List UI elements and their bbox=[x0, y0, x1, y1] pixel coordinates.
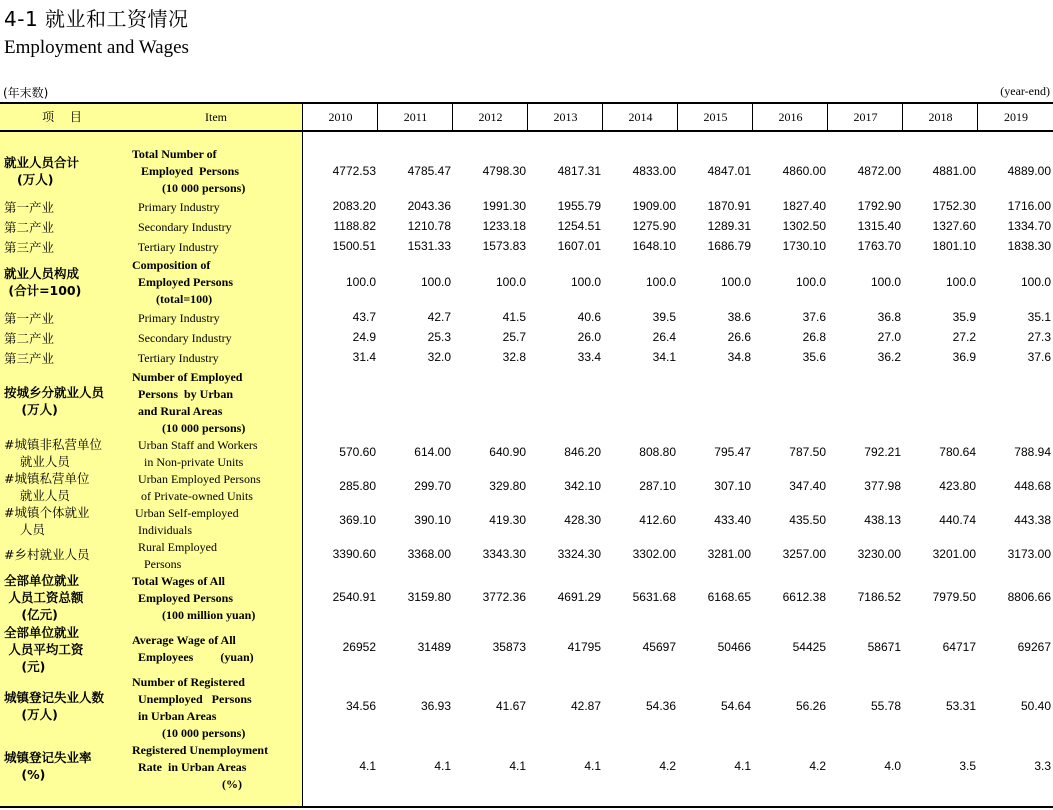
row-label-english: Number of Registered Unemployed Persons in Urban Areas (10 000 persons) bbox=[132, 675, 252, 740]
table-cell-value: 1289.31 bbox=[707, 219, 751, 233]
table-cell-value: 34.8 bbox=[727, 350, 751, 364]
table-cell-value: 377.98 bbox=[864, 479, 901, 493]
table-cell-value: 26952 bbox=[342, 640, 376, 654]
header-item-english: Item bbox=[205, 110, 227, 124]
table-cell-value: 4889.00 bbox=[1007, 164, 1051, 178]
table-cell-value: 3281.00 bbox=[707, 547, 751, 561]
table-cell-value: 1648.10 bbox=[632, 239, 676, 253]
table-cell-value: 3772.36 bbox=[482, 590, 526, 604]
table-cell-value: 3.5 bbox=[959, 759, 976, 773]
table-cell-value: 369.10 bbox=[339, 513, 376, 527]
table-cell-value: 4817.31 bbox=[557, 164, 601, 178]
table-cell-value: 50.40 bbox=[1020, 699, 1051, 713]
table-cell-value: 7979.50 bbox=[932, 590, 976, 604]
row-label-english: Primary Industry bbox=[132, 200, 220, 214]
table-cell-value: 36.93 bbox=[420, 699, 451, 713]
table-cell-value: 100.0 bbox=[345, 275, 376, 289]
table-cell-value: 329.80 bbox=[489, 479, 526, 493]
table-cell-value: 4881.00 bbox=[932, 164, 976, 178]
table-cell-value: 443.38 bbox=[1014, 513, 1051, 527]
table-cell-value: 4833.00 bbox=[632, 164, 676, 178]
table-cell-value: 788.94 bbox=[1014, 445, 1051, 459]
table-cell-value: 8806.66 bbox=[1007, 590, 1051, 604]
table-cell-value: 64717 bbox=[942, 640, 976, 654]
table-cell-value: 42.87 bbox=[570, 699, 601, 713]
table-header-row bbox=[0, 102, 1053, 132]
table-cell-value: 1909.00 bbox=[632, 199, 676, 213]
table-cell-value: 43.7 bbox=[352, 310, 376, 324]
table-cell-value: 4691.29 bbox=[557, 590, 601, 604]
table-cell-value: 54.64 bbox=[720, 699, 751, 713]
row-label-english: Urban Staff and Workers in Non-private Units bbox=[138, 438, 258, 469]
table-bottom-border bbox=[0, 806, 1053, 808]
table-cell-value: 3201.00 bbox=[932, 547, 976, 561]
table-title-english: Employment and Wages bbox=[4, 37, 189, 58]
header-year: 2014 bbox=[602, 104, 678, 130]
table-cell-value: 54.36 bbox=[645, 699, 676, 713]
table-cell-value: 1792.90 bbox=[857, 199, 901, 213]
table-cell-value: 448.68 bbox=[1014, 479, 1051, 493]
table-cell-value: 39.5 bbox=[652, 310, 676, 324]
row-label-english: Tertiary Industry bbox=[132, 351, 219, 365]
table-cell-value: 1327.60 bbox=[932, 219, 976, 233]
table-cell-value: 4847.01 bbox=[707, 164, 751, 178]
table-cell-value: 1188.82 bbox=[333, 219, 376, 233]
table-cell-value: 41795 bbox=[567, 640, 601, 654]
table-cell-value: 35.1 bbox=[1027, 310, 1051, 324]
unit-note-english: (year-end) bbox=[1000, 84, 1050, 98]
table-cell-value: 100.0 bbox=[570, 275, 601, 289]
table-cell-value: 100.0 bbox=[795, 275, 826, 289]
header-year: 2016 bbox=[752, 104, 828, 130]
table-cell-value: 4.2 bbox=[809, 759, 826, 773]
table-cell-value: 846.20 bbox=[564, 445, 601, 459]
row-label-chinese: 按城乡分就业人员 (万人) bbox=[4, 385, 105, 417]
header-year: 2012 bbox=[452, 104, 528, 130]
table-cell-value: 1838.30 bbox=[1007, 239, 1051, 253]
table-cell-value: 5631.68 bbox=[632, 590, 676, 604]
table-cell-value: 45697 bbox=[642, 640, 676, 654]
table-cell-value: 4798.30 bbox=[482, 164, 526, 178]
table-cell-value: 26.6 bbox=[727, 330, 751, 344]
table-cell-value: 36.2 bbox=[877, 350, 901, 364]
table-cell-value: 37.6 bbox=[1027, 350, 1051, 364]
table-cell-value: 3257.00 bbox=[782, 547, 826, 561]
row-label-chinese: 全部单位就业 人员工资总额 (亿元) bbox=[4, 573, 84, 622]
table-cell-value: 41.5 bbox=[502, 310, 526, 324]
table-cell-value: 27.2 bbox=[952, 330, 976, 344]
table-cell-value: 3343.30 bbox=[482, 547, 526, 561]
row-label-english: Composition of Employed Persons (total=100) bbox=[132, 258, 234, 306]
table-cell-value: 4.0 bbox=[884, 759, 901, 773]
table-cell-value: 3390.60 bbox=[332, 547, 376, 561]
table-cell-value: 36.9 bbox=[952, 350, 976, 364]
table-cell-value: 40.6 bbox=[577, 310, 601, 324]
table-cell-value: 3324.30 bbox=[557, 547, 601, 561]
row-label-english: Total Number of Employed Persons (10 000 persons) bbox=[132, 147, 246, 195]
row-label-english: Average Wage of All Employees (yuan) bbox=[132, 633, 254, 664]
table-cell-value: 435.50 bbox=[789, 513, 826, 527]
row-label-english: Urban Employed Persons of Private-owned Units bbox=[138, 472, 261, 503]
table-cell-value: 26.0 bbox=[577, 330, 601, 344]
table-cell-value: 31489 bbox=[417, 640, 451, 654]
row-label-chinese: 城镇登记失业率 (%) bbox=[4, 750, 92, 782]
table-cell-value: 1275.90 bbox=[632, 219, 676, 233]
table-cell-value: 35873 bbox=[492, 640, 526, 654]
table-cell-value: 1955.79 bbox=[557, 199, 601, 213]
table-cell-value: 423.80 bbox=[939, 479, 976, 493]
table-cell-value: 570.60 bbox=[339, 445, 376, 459]
row-label-english: Number of Employed Persons by Urban and Rural Areas (10 000 persons) bbox=[132, 370, 246, 435]
table-cell-value: 26.8 bbox=[802, 330, 826, 344]
table-cell-value: 27.0 bbox=[877, 330, 901, 344]
table-cell-value: 1716.00 bbox=[1007, 199, 1051, 213]
table-cell-value: 55.78 bbox=[870, 699, 901, 713]
table-cell-value: 38.6 bbox=[727, 310, 751, 324]
row-label-english: Secondary Industry bbox=[132, 331, 232, 345]
table-cell-value: 24.9 bbox=[352, 330, 376, 344]
table-cell-value: 36.8 bbox=[877, 310, 901, 324]
table-cell-value: 3230.00 bbox=[857, 547, 901, 561]
table-cell-value: 35.9 bbox=[952, 310, 976, 324]
table-cell-value: 1991.30 bbox=[482, 199, 526, 213]
table-cell-value: 100.0 bbox=[645, 275, 676, 289]
table-cell-value: 792.21 bbox=[864, 445, 901, 459]
table-cell-value: 6168.65 bbox=[707, 590, 751, 604]
row-label-english: Urban Self-employed Individuals bbox=[135, 506, 239, 537]
table-cell-value: 412.60 bbox=[639, 513, 676, 527]
header-year: 2017 bbox=[827, 104, 903, 130]
table-cell-value: 433.40 bbox=[714, 513, 751, 527]
table-cell-value: 4772.53 bbox=[332, 164, 376, 178]
table-cell-value: 31.4 bbox=[352, 350, 376, 364]
table-cell-value: 4.1 bbox=[509, 759, 526, 773]
table-cell-value: 34.1 bbox=[652, 350, 676, 364]
table-cell-value: 4.2 bbox=[659, 759, 676, 773]
table-cell-value: 100.0 bbox=[945, 275, 976, 289]
table-cell-value: 25.7 bbox=[502, 330, 526, 344]
table-cell-value: 100.0 bbox=[1020, 275, 1051, 289]
header-year: 2015 bbox=[677, 104, 753, 130]
header-item-chinese: 项 目 bbox=[42, 110, 88, 124]
table-cell-value: 4.1 bbox=[359, 759, 376, 773]
row-label-english: Secondary Industry bbox=[132, 220, 232, 234]
table-cell-value: 1801.10 bbox=[932, 239, 976, 253]
table-cell-value: 1315.40 bbox=[857, 219, 901, 233]
table-cell-value: 3173.00 bbox=[1007, 547, 1051, 561]
table-cell-value: 1763.70 bbox=[857, 239, 901, 253]
table-cell-value: 1730.10 bbox=[782, 239, 826, 253]
table-cell-value: 299.70 bbox=[414, 479, 451, 493]
row-label-chinese: 就业人员构成 (合计=100) bbox=[4, 266, 82, 298]
row-label-english: Registered Unemployment Rate in Urban Areas (%) bbox=[132, 743, 269, 791]
table-cell-value: 53.31 bbox=[945, 699, 976, 713]
table-cell-value: 287.10 bbox=[639, 479, 676, 493]
row-label-chinese: 第三产业 bbox=[4, 351, 55, 366]
table-cell-value: 1752.30 bbox=[932, 199, 976, 213]
row-label-english: Rural Employed Persons bbox=[138, 540, 217, 571]
row-label-chinese: 第一产业 bbox=[4, 200, 55, 215]
table-cell-value: 808.80 bbox=[639, 445, 676, 459]
table-cell-value: 1607.01 bbox=[557, 239, 601, 253]
row-label-chinese: #城镇个体就业 人员 bbox=[4, 505, 90, 537]
table-cell-value: 3302.00 bbox=[632, 547, 676, 561]
row-label-chinese: #城镇非私营单位 就业人员 bbox=[4, 437, 102, 469]
header-year: 2018 bbox=[902, 104, 978, 130]
table-cell-value: 58671 bbox=[867, 640, 901, 654]
table-cell-value: 419.30 bbox=[489, 513, 526, 527]
table-cell-value: 614.00 bbox=[414, 445, 451, 459]
header-year: 2010 bbox=[302, 104, 378, 130]
table-cell-value: 50466 bbox=[717, 640, 751, 654]
table-cell-value: 34.56 bbox=[345, 699, 376, 713]
table-cell-value: 54425 bbox=[792, 640, 826, 654]
unit-note-chinese: (年末数) bbox=[3, 86, 49, 100]
row-label-english: Tertiary Industry bbox=[132, 240, 219, 254]
table-cell-value: 2043.36 bbox=[407, 199, 451, 213]
table-cell-value: 787.50 bbox=[789, 445, 826, 459]
table-cell-value: 1870.91 bbox=[707, 199, 751, 213]
table-cell-value: 4872.00 bbox=[857, 164, 901, 178]
header-year: 2019 bbox=[977, 104, 1053, 130]
row-label-chinese: 就业人员合计 (万人) bbox=[4, 155, 80, 187]
table-cell-value: 100.0 bbox=[720, 275, 751, 289]
table-cell-value: 2083.20 bbox=[332, 199, 376, 213]
row-label-chinese: 第二产业 bbox=[4, 331, 55, 346]
table-cell-value: 7186.52 bbox=[857, 590, 901, 604]
table-cell-value: 4.1 bbox=[434, 759, 451, 773]
table-cell-value: 42.7 bbox=[427, 310, 451, 324]
row-label-chinese: #乡村就业人员 bbox=[4, 547, 90, 562]
row-label-chinese: 全部单位就业 人员平均工资 (元) bbox=[4, 625, 84, 674]
table-cell-value: 780.64 bbox=[939, 445, 976, 459]
table-cell-value: 428.30 bbox=[564, 513, 601, 527]
table-cell-value: 27.3 bbox=[1027, 330, 1051, 344]
row-label-chinese: 第一产业 bbox=[4, 311, 55, 326]
table-cell-value: 32.8 bbox=[502, 350, 526, 364]
table-cell-value: 342.10 bbox=[564, 479, 601, 493]
row-label-chinese: 第二产业 bbox=[4, 220, 55, 235]
table-cell-value: 25.3 bbox=[427, 330, 451, 344]
table-cell-value: 1254.51 bbox=[557, 219, 601, 233]
table-cell-value: 1210.78 bbox=[407, 219, 451, 233]
table-cell-value: 795.47 bbox=[714, 445, 751, 459]
row-label-chinese: 城镇登记失业人数 (万人) bbox=[4, 690, 105, 722]
table-cell-value: 1233.18 bbox=[482, 219, 526, 233]
table-cell-value: 1500.51 bbox=[332, 239, 376, 253]
table-cell-value: 2540.91 bbox=[332, 590, 376, 604]
table-cell-value: 4.1 bbox=[734, 759, 751, 773]
table-cell-value: 1573.83 bbox=[482, 239, 526, 253]
table-cell-value: 3368.00 bbox=[407, 547, 451, 561]
row-label-chinese: 第三产业 bbox=[4, 240, 55, 255]
table-cell-value: 100.0 bbox=[870, 275, 901, 289]
row-label-english: Primary Industry bbox=[132, 311, 220, 325]
table-cell-value: 69267 bbox=[1017, 640, 1051, 654]
header-year: 2013 bbox=[527, 104, 603, 130]
table-cell-value: 1827.40 bbox=[782, 199, 826, 213]
header-year: 2011 bbox=[377, 104, 453, 130]
table-cell-value: 438.13 bbox=[864, 513, 901, 527]
table-cell-value: 390.10 bbox=[414, 513, 451, 527]
table-cell-value: 285.80 bbox=[339, 479, 376, 493]
table-cell-value: 56.26 bbox=[795, 699, 826, 713]
table-cell-value: 3.3 bbox=[1034, 759, 1051, 773]
table-cell-value: 307.10 bbox=[714, 479, 751, 493]
row-label-english: Total Wages of All Employed Persons (100 million yuan) bbox=[132, 574, 256, 622]
table-cell-value: 347.40 bbox=[789, 479, 826, 493]
table-cell-value: 41.67 bbox=[495, 699, 526, 713]
row-label-chinese: #城镇私营单位 就业人员 bbox=[4, 471, 90, 503]
table-cell-value: 6612.38 bbox=[782, 590, 826, 604]
table-cell-value: 3159.80 bbox=[407, 590, 451, 604]
table-cell-value: 4.1 bbox=[584, 759, 601, 773]
table-cell-value: 1531.33 bbox=[407, 239, 451, 253]
table-cell-value: 1334.70 bbox=[1007, 219, 1051, 233]
table-cell-value: 100.0 bbox=[495, 275, 526, 289]
table-cell-value: 440.74 bbox=[939, 513, 976, 527]
table-cell-value: 4860.00 bbox=[782, 164, 826, 178]
table-cell-value: 26.4 bbox=[652, 330, 676, 344]
table-cell-value: 33.4 bbox=[577, 350, 601, 364]
table-cell-value: 32.0 bbox=[427, 350, 451, 364]
table-cell-value: 4785.47 bbox=[407, 164, 451, 178]
table-cell-value: 100.0 bbox=[420, 275, 451, 289]
table-title-chinese: 4-1 就业和工资情况 bbox=[4, 7, 189, 31]
table-cell-value: 1686.79 bbox=[707, 239, 751, 253]
table-cell-value: 1302.50 bbox=[782, 219, 826, 233]
table-cell-value: 35.6 bbox=[802, 350, 826, 364]
table-cell-value: 640.90 bbox=[489, 445, 526, 459]
table-cell-value: 37.6 bbox=[802, 310, 826, 324]
